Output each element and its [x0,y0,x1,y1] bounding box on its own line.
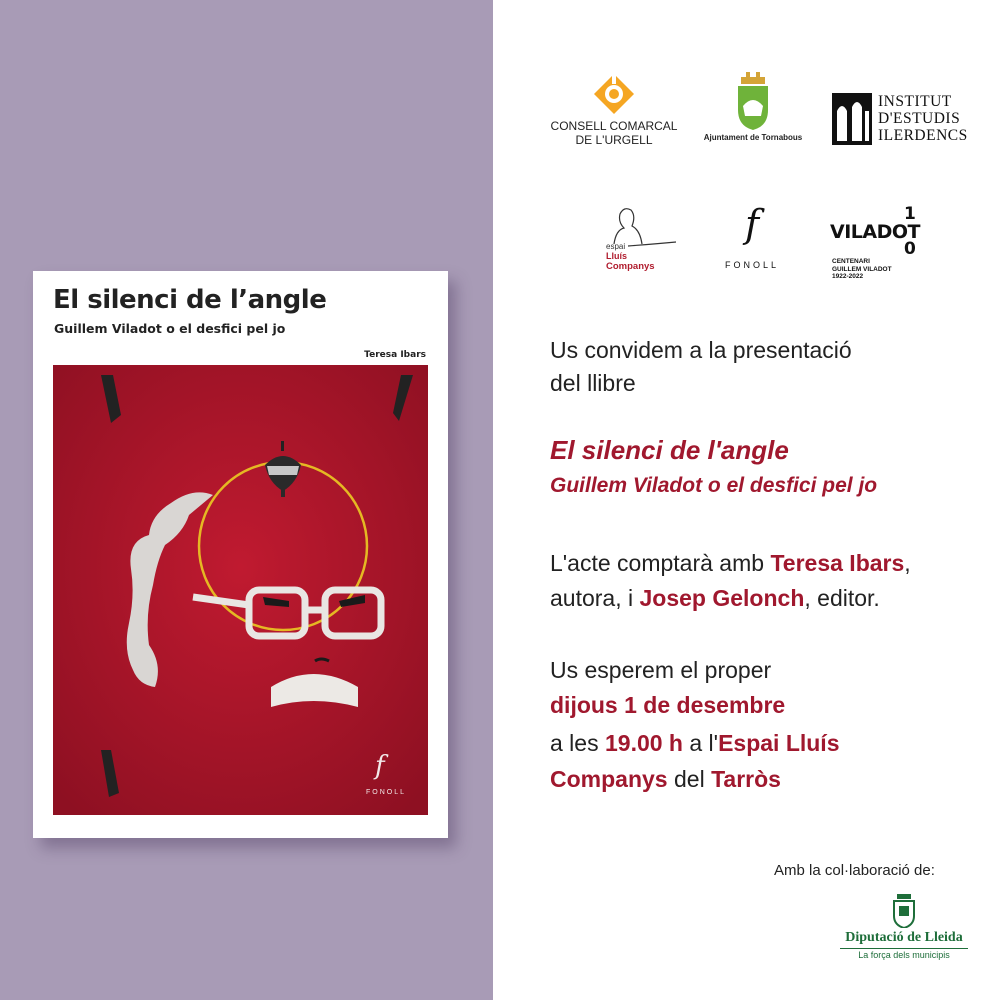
fonoll-logo [712,196,792,270]
book-cover-author: Teresa Ibars [364,350,426,360]
consell-comarcal-emblem-icon [592,72,636,116]
intro-line1: Us convidem a la presentació [550,337,852,363]
diputacio-divider [840,948,968,949]
right-panel [493,0,1000,1000]
time-mid: a l' [682,730,719,756]
espai-lluis-companys-logo [604,204,682,278]
venue-part2: Companys [550,766,668,792]
ajuntament-tornabous-label: Ajuntament de Tornabous [703,133,803,142]
diputacio-name: Diputació de Lleida [845,930,963,945]
act-line2 [550,585,880,612]
tornabous-coat-of-arms-icon [733,70,773,132]
institut-estudis-ilerdencs-logo [832,93,968,149]
fonoll-label: FONOLL [724,260,779,270]
act-line1-pre: L'acte comptarà amb [550,550,771,576]
espai-line2: Lluís [606,251,628,261]
iei-arches-icon [832,93,872,145]
espai-line1: espai [606,242,626,251]
iei-line1: INSTITUT [878,93,952,110]
collaboration-label: Amb la col·laboració de: [774,862,935,879]
viladot-digit-1: 1 [904,204,916,224]
wait-line: Us esperem el proper [550,657,772,683]
book-cover-subtitle: Guillem Viladot o el desfici pel jo [54,321,286,336]
venue-mid: del [667,766,712,792]
fonoll-mark: f [744,202,760,246]
intro-line2: del llibre [550,370,636,396]
book-cover [33,271,448,838]
viladot-line3: 1922-2022 [832,273,864,280]
act-editor: Josep Gelonch [639,585,805,611]
act-line1 [550,550,911,577]
viladot-name: VILADOT [830,221,920,243]
act-author: Teresa Ibars [770,550,905,576]
invitation-book-title: El silenci de l'angle [550,435,789,465]
event-date: dijous 1 de desembre [550,692,786,718]
iei-line3: ILERDENCS [878,127,968,144]
viladot-line1: CENTENARI [832,258,870,265]
event-time-line [550,730,840,757]
act-line2-post: , editor. [804,585,880,611]
venue-town: Tarròs [711,766,781,792]
consell-comarcal-line2: DE L'URGELL [575,133,653,147]
viladot-centenari-logo [830,204,940,284]
event-venue-line [550,766,781,793]
consell-comarcal-logo [546,72,682,147]
espai-line3: Companys [606,261,655,272]
diputacio-tagline: La força dels municipis [858,950,950,960]
diputacio-lleida-logo [836,894,972,960]
act-line2-pre: autora, i [550,585,640,611]
viladot-digit-0: 0 [904,239,916,259]
time-pre: a les [550,730,605,756]
ajuntament-tornabous-logo [700,70,806,142]
book-cover-illustration [53,365,428,815]
book-cover-publisher-mark: f [375,751,385,781]
consell-comarcal-line1: CONSELL COMARCAL [550,119,678,133]
venue-part1: Espai Lluís [718,730,840,756]
iei-line2: D'ESTUDIS [878,110,961,127]
diputacio-shield-icon [893,894,915,928]
event-time: 19.00 h [604,730,683,756]
book-cover-publisher: FONOLL [366,789,407,796]
viladot-line2: GUILLEM VILADOT [832,265,892,273]
act-line1-post: , [904,550,911,576]
invitation-book-subtitle: Guillem Viladot o el desfici pel jo [550,474,878,497]
book-cover-title: El silenci de l’angle [53,285,327,315]
